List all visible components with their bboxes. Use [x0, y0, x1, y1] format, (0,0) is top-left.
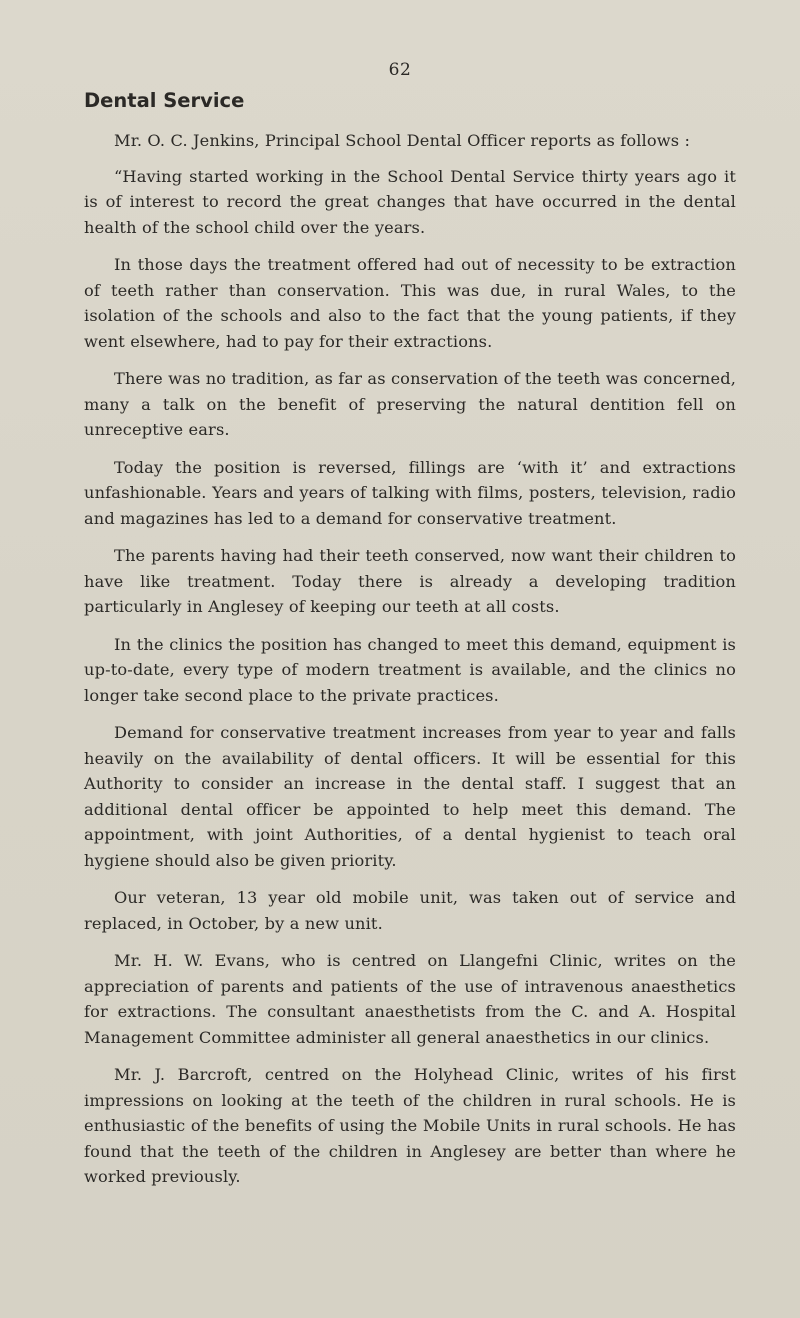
paragraph: “Having started working in the School Dental Service thirty years ago it is of interest to record the great changes that have occurred in the dental health of the school child over the years. — [84, 166, 736, 237]
section-title: Dental Service — [84, 89, 245, 112]
paragraph: Today the position is reversed, fillings are ‘with it’ and extractions unfashionable. Years and years of talking with films, posters, television, radio and magazines has led to a demand for conservative treatment. — [84, 457, 736, 528]
paragraph: Mr. J. Barcroft, centred on the Holyhead Clinic, writes of his first impressions on looking at the teeth of the children in rural schools. He is enthusiastic of the benefits of using the Mobile Units in rural schools. He has found that the teeth of the children in Anglesey are better than where he worked previously. — [84, 1065, 736, 1186]
paragraph: Our veteran, 13 year old mobile unit, was taken out of service and replaced, in October, by a new unit. — [84, 888, 736, 933]
paragraph: In those days the treatment offered had out of necessity to be extraction of teeth rather than conservation. This was due, in rural Wales, to the isolation of the schools and also to the fact that the young patients, if they went elsewhere, had to pay for their extractions. — [84, 255, 736, 351]
paragraph: Demand for conservative treatment increases from year to year and falls heavily on the availability of dental officers. It will be essential for this Authority to consider an increase in the dental staff. I suggest that an additional dental officer be appointed to help meet this demand. The appointment, with joint Authorities, of a dental hygienist to teach oral hygiene should also be given priority. — [84, 723, 736, 870]
paragraph: Mr. H. W. Evans, who is centred on Llangefni Clinic, writes on the appreciation of parents and patients of the use of intravenous anaesthetics for extractions. The consultant anaesthetists from the C. and A. Hospital Management Committee administer all general anaesthetics in our clinics. — [84, 951, 736, 1047]
body-text — [84, 128, 736, 1202]
paragraph: There was no tradition, as far as conservation of the teeth was concerned, many a talk on the benefit of preserving the natural dentition fell on unreceptive ears. — [84, 369, 736, 439]
page-number: 62 — [388, 60, 412, 80]
paragraph: In the clinics the position has changed to meet this demand, equipment is up-to-date, every type of modern treatment is available, and the clinics no longer take second place to the private practices. — [84, 634, 736, 705]
paragraph-intro: Mr. O. C. Jenkins, Principal School Dental Officer reports as follows : — [114, 131, 691, 150]
paragraph: The parents having had their teeth conserved, now want their children to have like treatment. Today there is already a developing tradition particularly in Anglesey of keeping our teeth at all costs. — [84, 546, 736, 616]
